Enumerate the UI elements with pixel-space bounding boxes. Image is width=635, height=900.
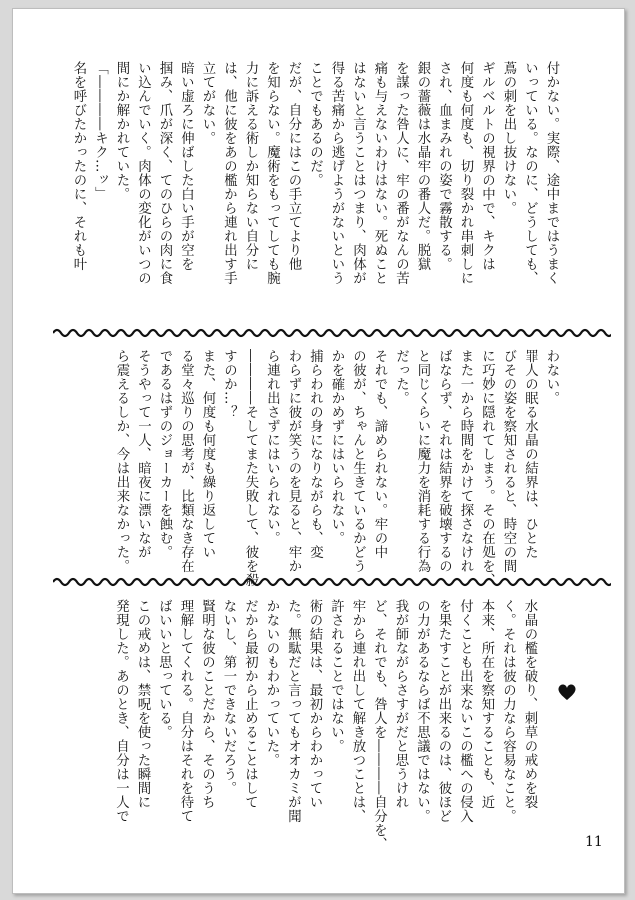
text-block-bottom <box>13 599 624 851</box>
text-column: を知らない。魔術をもってしても腕 <box>264 61 280 285</box>
text-column: く。それは彼の力なら容易なこと。 <box>500 599 516 823</box>
text-column: であるはずのジョーカーを蝕む。 <box>157 349 172 559</box>
text-column: る堂々巡りの思考が、比類なき存在 <box>178 349 194 573</box>
text-column: それでも、諦められない。牢の中 <box>372 349 387 559</box>
text-column: され、血まみれの姿で霧散する。 <box>436 61 452 271</box>
text-column: 牢から連れ出して解き放つことは、 <box>350 599 365 823</box>
text-column: た。無駄だと言ってもオオカミが聞 <box>285 599 301 823</box>
text-column: ら連れ出さずにはいられない。 <box>264 349 280 545</box>
text-column: 名を呼びたかったのに、それも叶 <box>71 61 86 271</box>
text-column: 蔦の刺を出し抜けない。 <box>501 61 516 215</box>
text-column: 「――――キク…ッ」 <box>92 61 108 201</box>
book-page <box>12 8 625 894</box>
text-column: また一から時間をかけて探さなけれ <box>458 349 473 573</box>
text-column: 我が師ながらさすがだと思うけれ <box>393 599 408 809</box>
text-column: 賢明な彼のことだから、そのうち <box>199 599 215 809</box>
text-column: を謀った咎人に、牢の番がなんの苦 <box>393 61 409 285</box>
text-column: 銀の薔薇は水晶牢の番人だ。脱獄 <box>415 61 430 271</box>
text-column: また、何度も何度も繰り返してい <box>200 349 215 559</box>
text-column: 発現した。あのとき、自分は一人で <box>113 599 129 823</box>
text-column: いっている。なのに、どうしても、 <box>522 61 538 285</box>
text-column: 何度も何度も、切り裂かれ串刺しに <box>458 61 473 285</box>
text-column: 許されることではない。 <box>328 599 344 753</box>
text-column: だった。 <box>393 349 409 405</box>
text-column: と同じくらいに魔力を消耗する行為 <box>415 349 430 573</box>
text-column: を果たすことが出来るのは、彼ほど <box>436 599 451 823</box>
text-column: ばいいと思っている。 <box>156 599 172 739</box>
text-column: ことでもあるのだ。 <box>307 61 323 187</box>
text-column: この戒めは、禁呪を使った瞬間に <box>135 599 150 809</box>
text-column: い込んでいく。肉体の変化がいつの <box>135 61 151 285</box>
text-column: 力に訴える術しか知らない自分に <box>243 61 258 271</box>
text-column: に巧妙に隠れてしまう。その在処を、 <box>479 349 495 587</box>
text-column: ど、それでも、咎人を――――自分を、 <box>371 599 387 851</box>
text-column: 本来、所在を察知することも、近 <box>479 599 494 809</box>
text-column: の彼が、ちゃんと生きているかどう <box>350 349 366 573</box>
text-column: 立てがない。 <box>200 61 215 145</box>
text-column: 得る苦痛から逃げようがないという <box>329 61 344 285</box>
text-column: は、他に彼をあの檻から連れ出す手 <box>221 61 237 285</box>
text-column: ないし、第一できないだろう。 <box>221 599 236 795</box>
text-column: 水晶の檻を破り、刺草の戒めを裂 <box>522 599 537 809</box>
text-column: すのか…？ <box>221 349 237 419</box>
text-column: 掴み、爪が深く、てのひらの肉に食 <box>157 61 172 285</box>
text-column: はないと言うことはつまり、肉体が <box>350 61 366 285</box>
text-column: 術の結果は、最初からわかってい <box>307 599 322 809</box>
text-column: 間にか解かれていた。 <box>114 61 129 201</box>
text-column: わらずに彼が笑うのを見ると、牢か <box>286 349 301 573</box>
text-block-top <box>13 61 624 313</box>
text-column: 暗い虚ろに伸ばした白い手が空を <box>178 61 194 271</box>
text-column: だが、自分にはこの手立てより他 <box>286 61 301 271</box>
text-column: 付かない。実際、途中まではうまく <box>544 61 559 285</box>
text-column: ら震えるしか、今は出来なかった。 <box>114 349 129 573</box>
wavy-divider-top <box>53 327 611 339</box>
text-column: ばならず、それは結界を破壊するの <box>436 349 452 573</box>
text-column: かないのもわかっていた。 <box>264 599 279 767</box>
text-column: わない。 <box>544 349 559 405</box>
text-column: だから最初から止めることはして <box>242 599 258 809</box>
text-column: 捕らわれの身になりながらも、変 <box>307 349 323 559</box>
text-column: ギルベルトの視界の中で、キクは <box>479 61 495 271</box>
text-column: 理解してくれる。自分はそれを待て <box>178 599 193 823</box>
text-column: の力があるならば不思議ではない。 <box>414 599 430 823</box>
heart-icon <box>557 682 577 702</box>
text-column: かを確かめずにはいられない。 <box>329 349 344 545</box>
text-column: 罪人の眠る水晶の結界は、ひとた <box>522 349 538 559</box>
text-column: ――――そしてまた失敗して、彼を殺 <box>243 349 258 587</box>
text-column: びその姿を察知されると、時空の間 <box>501 349 516 573</box>
wavy-divider-bottom <box>53 576 611 588</box>
text-column: 付くことも出来ないこの檻への侵入 <box>457 599 473 823</box>
text-column: 痛も与えないわけはない。死ぬこと <box>372 61 387 285</box>
text-column: そうやって一人、暗夜に漂いなが <box>135 349 151 559</box>
page-number: 11 <box>585 834 603 850</box>
text-block-middle <box>13 349 624 587</box>
